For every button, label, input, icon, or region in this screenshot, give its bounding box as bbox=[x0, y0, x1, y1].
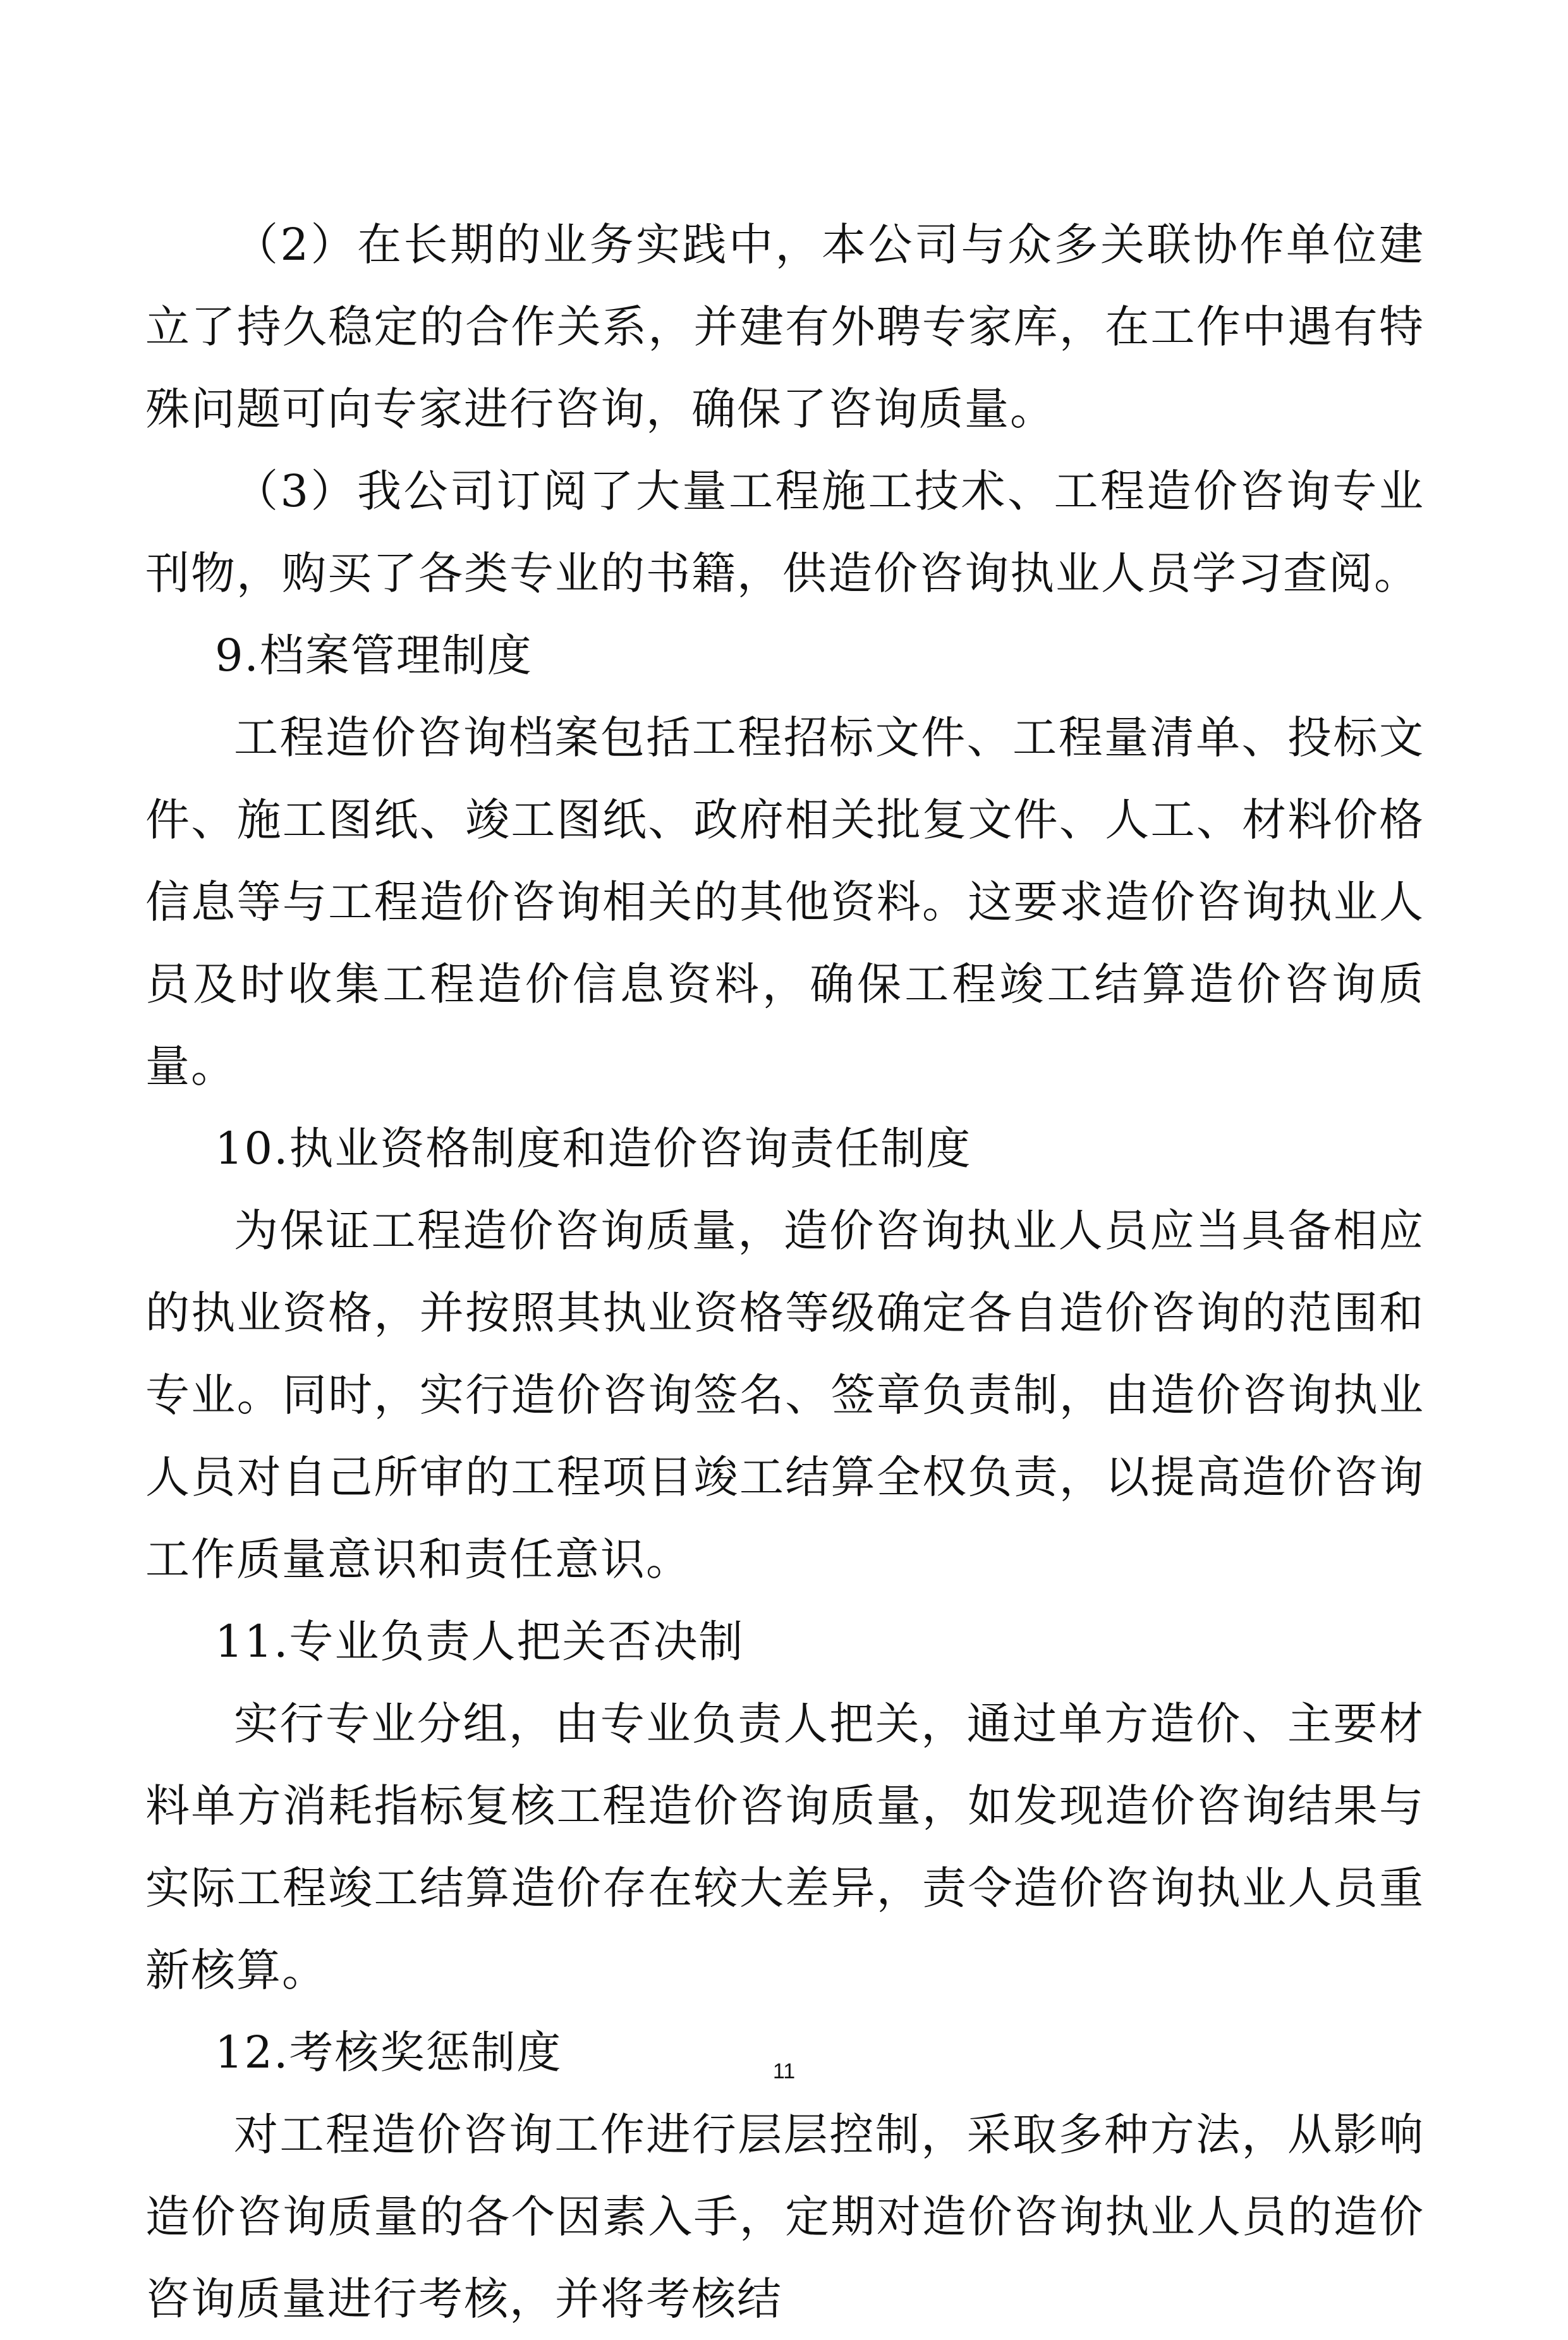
paragraph-assessment-rewards: 对工程造价咨询工作进行层层控制，采取多种方法，从影响造价咨询质量的各个因素入手，定期对造价咨询执业人员的造价咨询质量进行考核，并将考核结 bbox=[145, 2109, 1425, 2325]
paragraph-qualification-responsibility: 为保证工程造价咨询质量，造价咨询执业人员应当具备相应的执业资格，并按照其执业资格等级确定各自造价咨询的范围和专业。同时，实行造价咨询签名、签章负责制，由造价咨询执业人员对自己所审的工程项目竣工结算全权负责，以提高造价咨询工作质量意识和责任意识。 bbox=[145, 1205, 1425, 1585]
paragraph-item-3: （3）我公司订阅了大量工程施工技术、工程造价咨询专业刊物，购买了各类专业的书籍，供造价咨询执业人员学习查阅。 bbox=[145, 465, 1425, 599]
section-heading-11: 11.专业负责人把关否决制 bbox=[215, 1616, 744, 1667]
section-heading-12: 12.考核奖惩制度 bbox=[215, 2026, 562, 2078]
document-body bbox=[145, 204, 1425, 2340]
paragraph-archive-management: 工程造价咨询档案包括工程招标文件、工程量清单、投标文件、施工图纸、竣工图纸、政府相关批复文件、人工、材料价格信息等与工程造价咨询相关的其他资料。这要求造价咨询执业人员及时收集工程造价信息资料，确保工程竣工结算造价咨询质量。 bbox=[145, 712, 1425, 1092]
section-heading-9: 9.档案管理制度 bbox=[215, 630, 533, 681]
page-number: 11 bbox=[772, 2059, 796, 2083]
paragraph-professional-veto: 实行专业分组，由专业负责人把关，通过单方造价、主要材料单方消耗指标复核工程造价咨询质量，如发现造价咨询结果与实际工程竣工结算造价存在较大差异，责令造价咨询执业人员重新核算。 bbox=[145, 1698, 1425, 1996]
paragraph-item-2: （2）在长期的业务实践中，本公司与众多关联协作单位建立了持久稳定的合作关系，并建有外聘专家库，在工作中遇有特殊问题可向专家进行咨询，确保了咨询质量。 bbox=[145, 219, 1425, 435]
section-heading-10: 10.执业资格制度和造价咨询责任制度 bbox=[215, 1123, 972, 1174]
